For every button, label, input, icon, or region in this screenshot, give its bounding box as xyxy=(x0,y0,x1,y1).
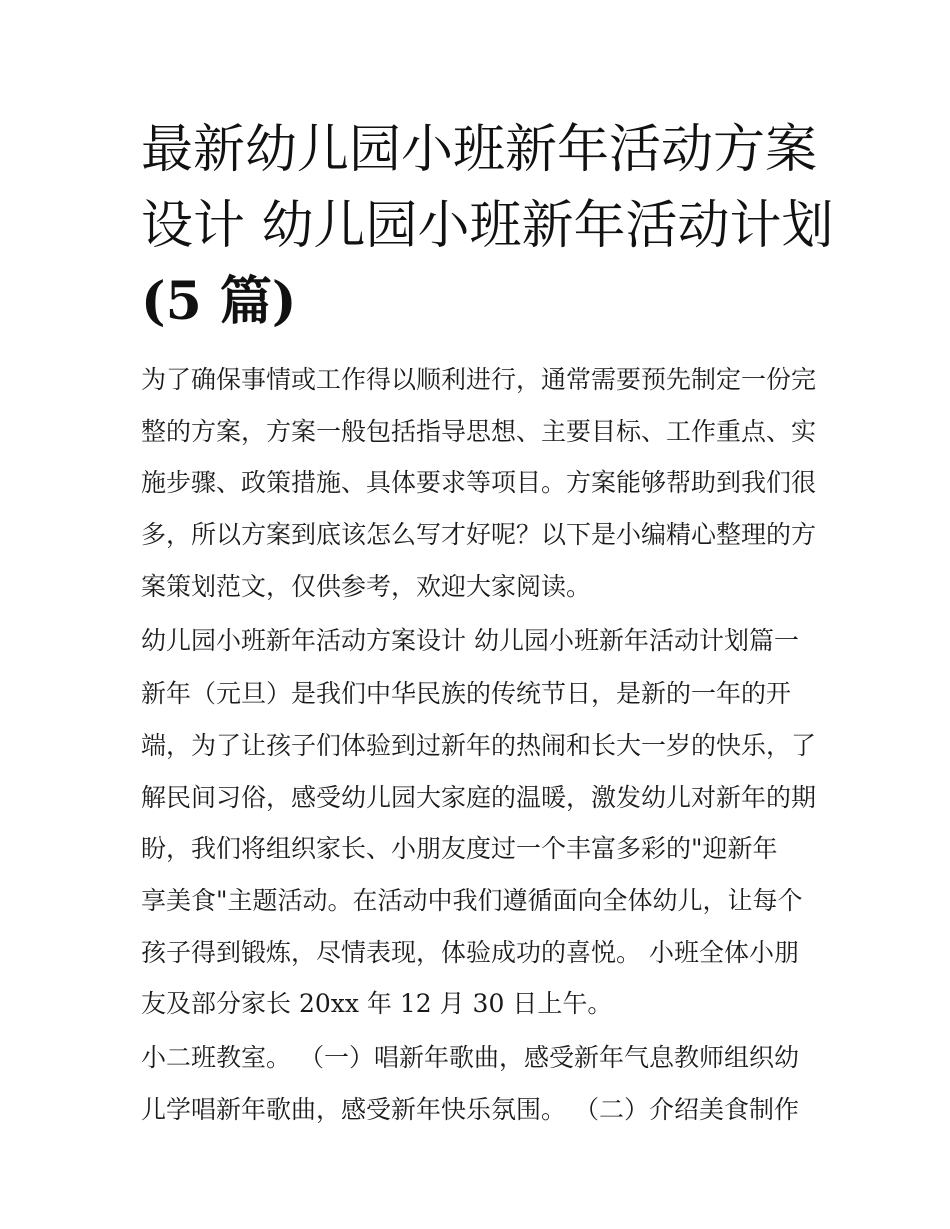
title-line: (5 篇) xyxy=(141,271,297,332)
text-line: 解民间习俗，感受幼儿园大家庭的温暖，激发幼儿对新年的期 xyxy=(141,782,817,812)
text-line: 多，所以方案到底该怎么写才好呢？以下是小编精心整理的方 xyxy=(141,520,817,550)
document-content xyxy=(141,112,834,1138)
text-line: 案策划范文，仅供参考，欢迎大家阅读。 xyxy=(141,571,592,601)
text-line: 幼儿园小班新年活动方案设计 幼儿园小班新年活动计划篇一 xyxy=(141,625,799,655)
text-line: 享美食"主题活动。在活动中我们遵循面向全体幼儿，让每个 xyxy=(141,886,803,916)
text-line: 端，为了让孩子们体验到过新年的热闹和长大一岁的快乐，了 xyxy=(141,730,817,760)
page-title xyxy=(141,112,834,340)
text-line: 为了确保事情或工作得以顺利进行，通常需要预先制定一份完 xyxy=(141,365,817,394)
text-line: 孩子得到锻炼，尽情表现，体验成功的喜悦。 小班全体小朋 xyxy=(141,937,799,967)
text-line: 整的方案，方案一般包括指导思想、主要目标、工作重点、实 xyxy=(141,416,817,446)
text-line: 施步骤、政策措施、具体要求等项目。方案能够帮助到我们很 xyxy=(141,468,817,498)
body-paragraph xyxy=(141,1032,821,1135)
title-line: 设计 幼儿园小班新年活动计划 xyxy=(141,196,834,256)
text-line: 新年（元旦）是我们中华民族的传统节日，是新的一年的开 xyxy=(141,679,792,709)
intro-paragraph xyxy=(141,354,821,613)
text-line: 小二班教室。 （一）唱新年歌曲，感受新年气息教师组织幼 xyxy=(141,1043,799,1073)
title-line: 最新幼儿园小班新年活动方案 xyxy=(141,120,818,180)
text-line: 友及部分家长 20xx 年 12 月 30 日上午。 xyxy=(141,989,613,1019)
text-line: 儿学唱新年歌曲，感受新年快乐氛围。 （二）介绍美食制作 xyxy=(141,1094,799,1124)
text-line: 盼，我们将组织家长、小朋友度过一个丰富多彩的"迎新年 xyxy=(141,834,778,864)
body-paragraph xyxy=(141,668,821,1030)
section-heading-paragraph xyxy=(141,615,821,667)
